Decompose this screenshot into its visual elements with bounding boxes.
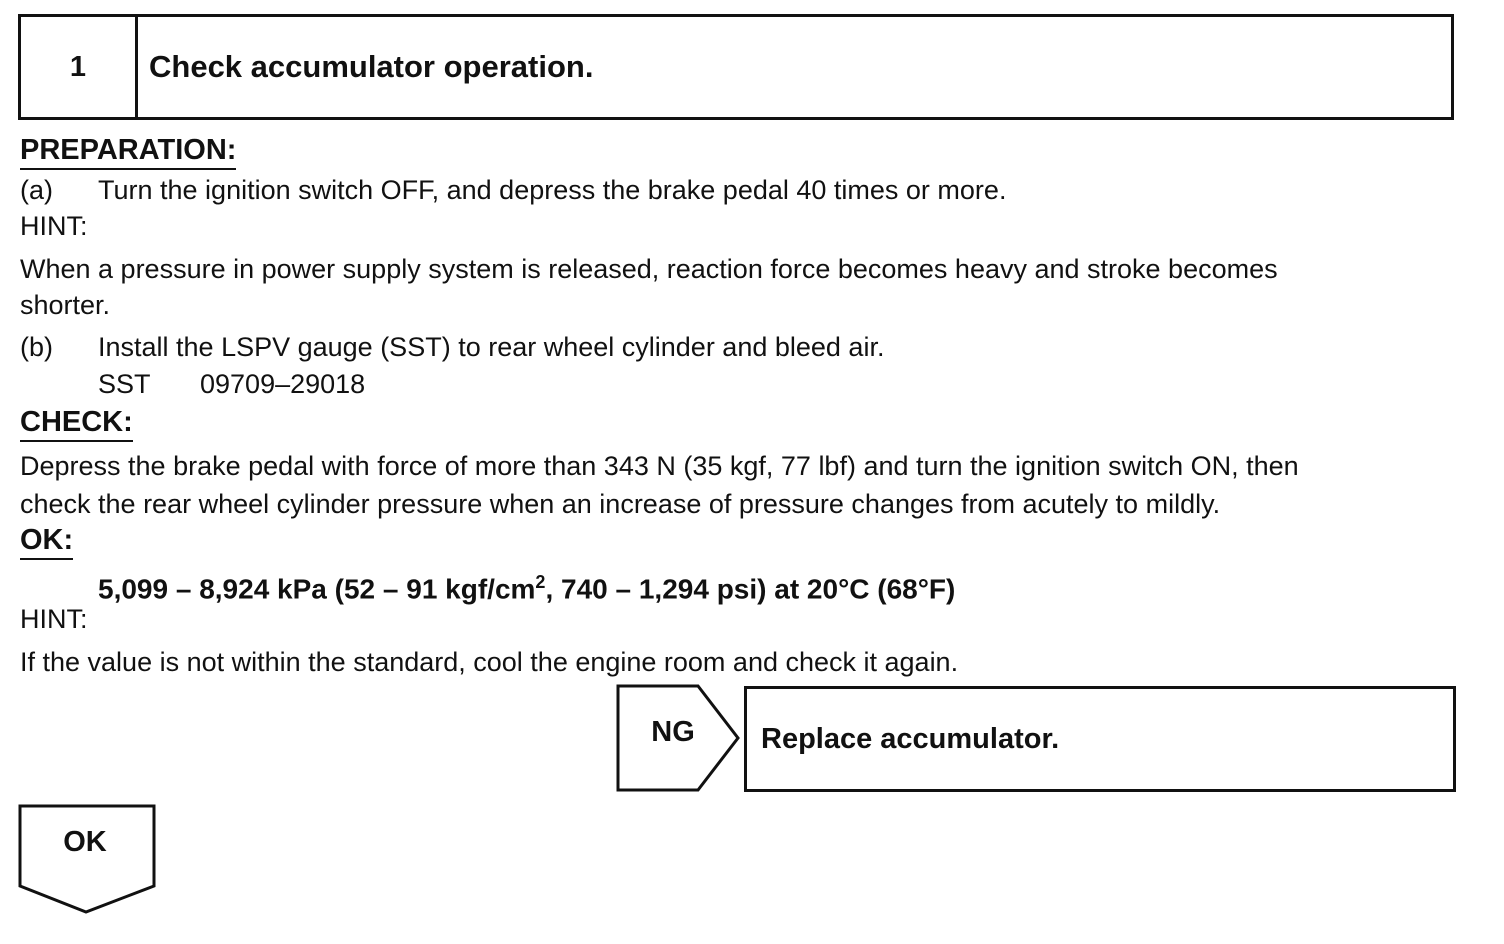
sst-number: 09709–29018 <box>200 369 366 399</box>
hint-text-line2: shorter. <box>20 290 111 320</box>
check-heading: CHECK: <box>20 404 133 442</box>
hint-label: HINT: <box>20 211 88 241</box>
spec-part2: , 740 – 1,294 psi) at 20°C (68°F) <box>545 573 956 605</box>
ok-branch-label: OK <box>63 826 107 858</box>
prep-b-label: (b) <box>20 332 53 362</box>
step-number: 1 <box>69 50 87 83</box>
ng-result-box <box>744 686 1456 792</box>
ok-arrow-shape <box>18 804 156 916</box>
step-title: Check accumulator operation. <box>149 49 594 84</box>
prep-a-text: Turn the ignition switch OFF, and depress the brake pedal 40 times or more. <box>98 175 1007 205</box>
preparation-heading: PREPARATION: <box>20 132 236 170</box>
sst-label: SST <box>98 369 151 399</box>
hint2-text: If the value is not within the standard, cool the engine room and check it again. <box>20 647 959 677</box>
ok-spec-value <box>98 562 955 609</box>
ok-heading: OK: <box>20 522 73 560</box>
check-text-line1: Depress the brake pedal with force of more than 343 N (35 kgf, 77 lbf) and turn the ignition switch ON, then <box>20 451 1299 481</box>
step-header-box <box>18 14 1454 120</box>
prep-b-text: Install the LSPV gauge (SST) to rear wheel cylinder and bleed air. <box>98 332 885 362</box>
ng-label: NG <box>651 716 695 748</box>
spec-part1: 5,099 – 8,924 kPa (52 – 91 kgf/cm <box>98 573 536 605</box>
ng-result-text: Replace accumulator. <box>761 722 1060 755</box>
step-divider <box>135 17 138 117</box>
hint-text-line1: When a pressure in power supply system is released, reaction force becomes heavy and stroke becomes <box>20 254 1278 284</box>
prep-a-label: (a) <box>20 175 53 205</box>
check-text-line2: check the rear wheel cylinder pressure when an increase of pressure changes from acutely to mildly. <box>20 489 1221 519</box>
hint2-label: HINT: <box>20 604 88 634</box>
spec-superscript: 2 <box>535 572 546 592</box>
